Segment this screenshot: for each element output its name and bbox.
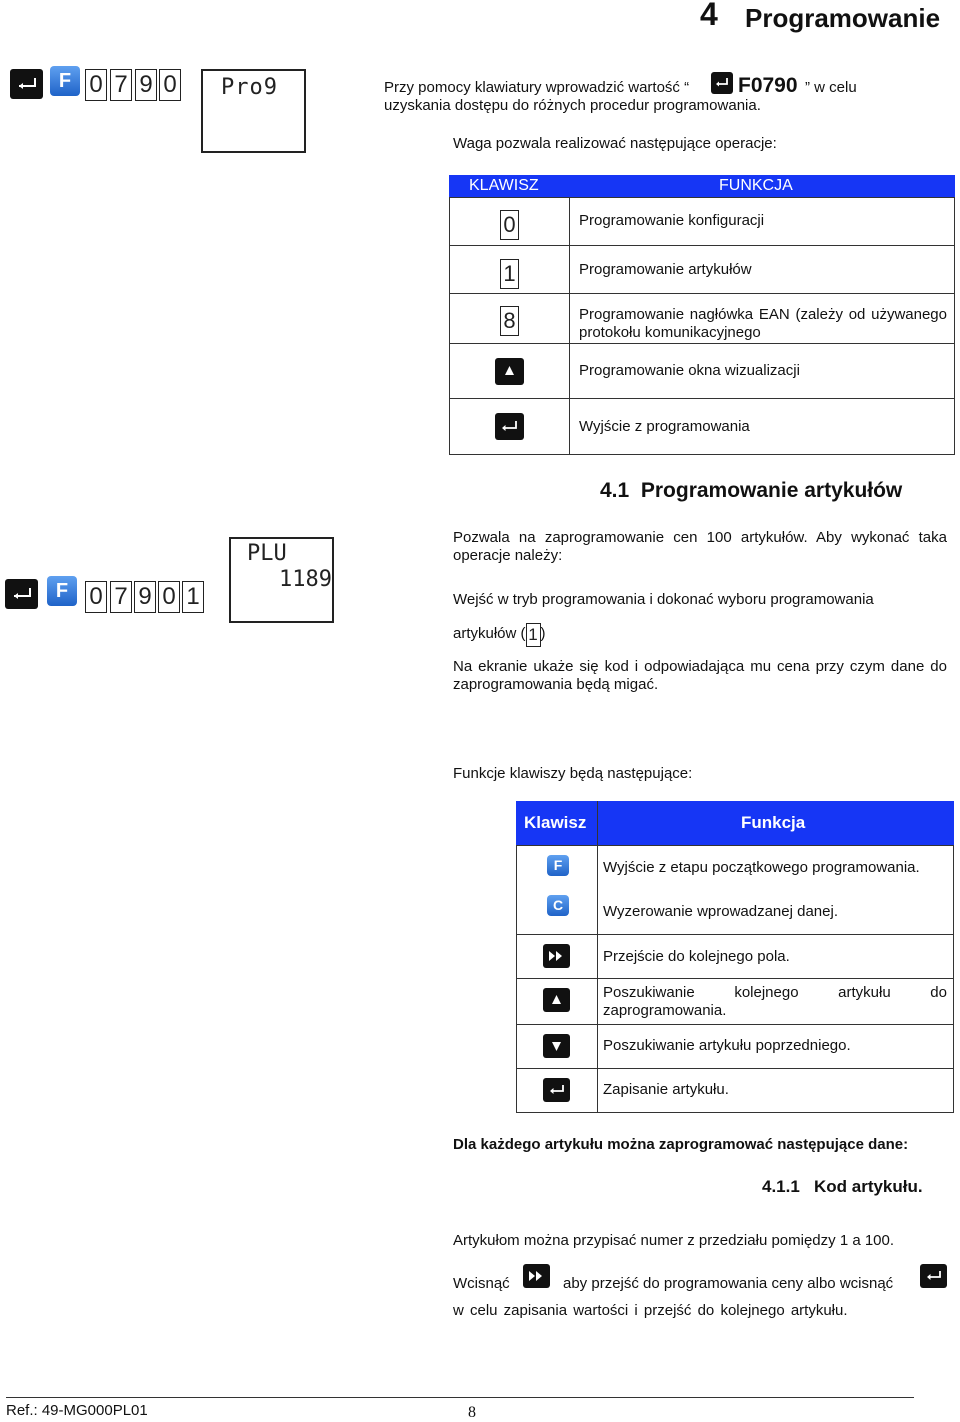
section-4-1-p2: Wejść w tryb programowania i dokonać wyboru programowania <box>453 591 874 608</box>
table2-text-next-field: Przejście do kolejnego pola. <box>603 948 790 965</box>
enter-icon <box>495 413 524 440</box>
section-4-1-1-p2c: w celu zapisania wartości i przejść do kolejnego artykułu. <box>453 1302 848 1319</box>
display-line-number: 1189 <box>279 567 332 592</box>
section-header <box>700 0 950 40</box>
data-intro: Dla każdego artykułu można zaprogramować następujące dane: <box>453 1136 909 1153</box>
table1-row-divider <box>449 293 955 294</box>
table1-header <box>449 175 955 197</box>
table2-row-divider <box>516 1068 954 1069</box>
table2-text-search-next: Poszukiwanie kolejnego artykułu do zaprogramowania. <box>603 984 947 1019</box>
table1-row-divider <box>449 245 955 246</box>
section-4-1-title: 4.1 Programowanie artykułów <box>600 479 903 502</box>
section-4-1-1-title: 4.1.1 Kod artykułu. <box>762 1177 923 1196</box>
table2-f-key: F <box>547 855 569 876</box>
enter-key-icon-2 <box>5 579 38 609</box>
section-number: 4 <box>700 0 718 32</box>
table1-text-config: Programowanie konfiguracji <box>579 212 765 229</box>
up-arrow-icon-2 <box>543 988 570 1012</box>
table1-key-1: 1 <box>500 259 519 289</box>
down-arrow-icon <box>543 1034 570 1058</box>
display-line-plu: PLU <box>247 541 287 566</box>
digit-key-0-s2: 0 <box>85 581 107 613</box>
enter-icon-inline <box>920 1264 947 1288</box>
table2-header-function: Funkcja <box>741 813 806 832</box>
display-text: Pro9 <box>221 75 278 100</box>
fast-forward-icon <box>543 944 570 968</box>
table1-key-0: 0 <box>500 210 519 240</box>
table2-text-save: Zapisanie artykułu. <box>603 1081 729 1098</box>
f-key-2: F <box>47 576 77 606</box>
enter-key-icon-inline <box>711 72 733 94</box>
section-4-1-1-p2b: aby przejść do programowania ceny albo wcisnąć <box>563 1275 894 1292</box>
table2-col-divider <box>597 801 598 1113</box>
footer-ref: Ref.: 49-MG000PL01 <box>6 1402 148 1419</box>
table1-header-function: FUNKCJA <box>719 177 793 194</box>
table1-text-articles: Programowanie artykułów <box>579 261 752 278</box>
section-4-1-1-p1: Artykułom można przypisać numer z przedziału pomiędzy 1 a 100. <box>453 1232 895 1249</box>
table2-header-key: Klawisz <box>524 813 587 832</box>
intro-text-line2: uzyskania dostępu do różnych procedur programowania. <box>384 97 761 114</box>
inline-key-1: 1 <box>526 623 541 647</box>
operations-intro: Waga pozwala realizować następujące operacje: <box>453 135 777 152</box>
digit-key-1-s2: 1 <box>182 581 204 613</box>
table2-row-divider <box>516 1024 954 1025</box>
footer-rule <box>6 1397 914 1398</box>
table2-c-key: C <box>547 895 569 916</box>
intro-text-after: ” w celu <box>805 79 857 96</box>
table1-key-8: 8 <box>500 306 519 336</box>
digit-key-9-s2: 9 <box>134 581 156 613</box>
digit-key-0b-s2: 0 <box>158 581 180 613</box>
scale-display-plu <box>229 537 334 623</box>
section-4-1-p2b: artykułów ( 1 ) <box>453 621 546 645</box>
table1-text-exit: Wyjście z programowania <box>579 418 750 435</box>
scale-display-prog <box>201 69 306 153</box>
table1-header-key: KLAWISZ <box>469 177 539 194</box>
table1-row-divider <box>449 398 955 399</box>
section-4-1-p1: Pozwala na zaprogramowanie cen 100 artykułów. Aby wykonać taka operacje należy: <box>453 529 947 564</box>
f-key: F <box>50 66 80 96</box>
digit-key-0b: 0 <box>159 69 181 101</box>
fast-forward-icon-inline <box>523 1264 550 1288</box>
enter-key-icon <box>10 69 43 99</box>
table2-header <box>516 801 954 845</box>
enter-icon-2 <box>543 1078 570 1102</box>
footer-page-number: 8 <box>468 1404 476 1421</box>
section-4-1-1-p2a: Wcisnąć <box>453 1275 510 1292</box>
up-arrow-icon <box>495 358 524 385</box>
table2-text-clear: Wyzerowanie wprowadzanej danej. <box>603 903 838 920</box>
table2-row-divider <box>516 934 954 935</box>
section-4-1-p3: Na ekranie ukaże się kod i odpowiadająca mu cena przy czym dane do zaprogramowania będą migać. <box>453 658 947 693</box>
table2-text-search-prev: Poszukiwanie artykułu poprzedniego. <box>603 1037 851 1054</box>
digit-key-7-s2: 7 <box>110 581 132 613</box>
digit-key-9: 9 <box>135 69 157 101</box>
access-code: F0790 <box>738 74 798 97</box>
table2-row-divider <box>516 978 954 979</box>
functions-intro: Funkcje klawiszy będą następujące: <box>453 765 693 782</box>
table1-col-divider <box>569 197 570 455</box>
table1-text-window: Programowanie okna wizualizacji <box>579 362 800 379</box>
table1-text-ean: Programowanie nagłówka EAN (zależy od używanego protokołu komunikacyjnego <box>579 306 947 341</box>
intro-text-line1: Przy pomocy klawiatury wprowadzić wartość “ <box>384 79 690 96</box>
table1-row-divider <box>449 343 955 344</box>
section-title: Programowanie <box>745 3 941 33</box>
digit-key-7: 7 <box>110 69 132 101</box>
digit-key-0: 0 <box>85 69 107 101</box>
table2-text-exit-stage: Wyjście z etapu początkowego programowania. <box>603 859 920 876</box>
